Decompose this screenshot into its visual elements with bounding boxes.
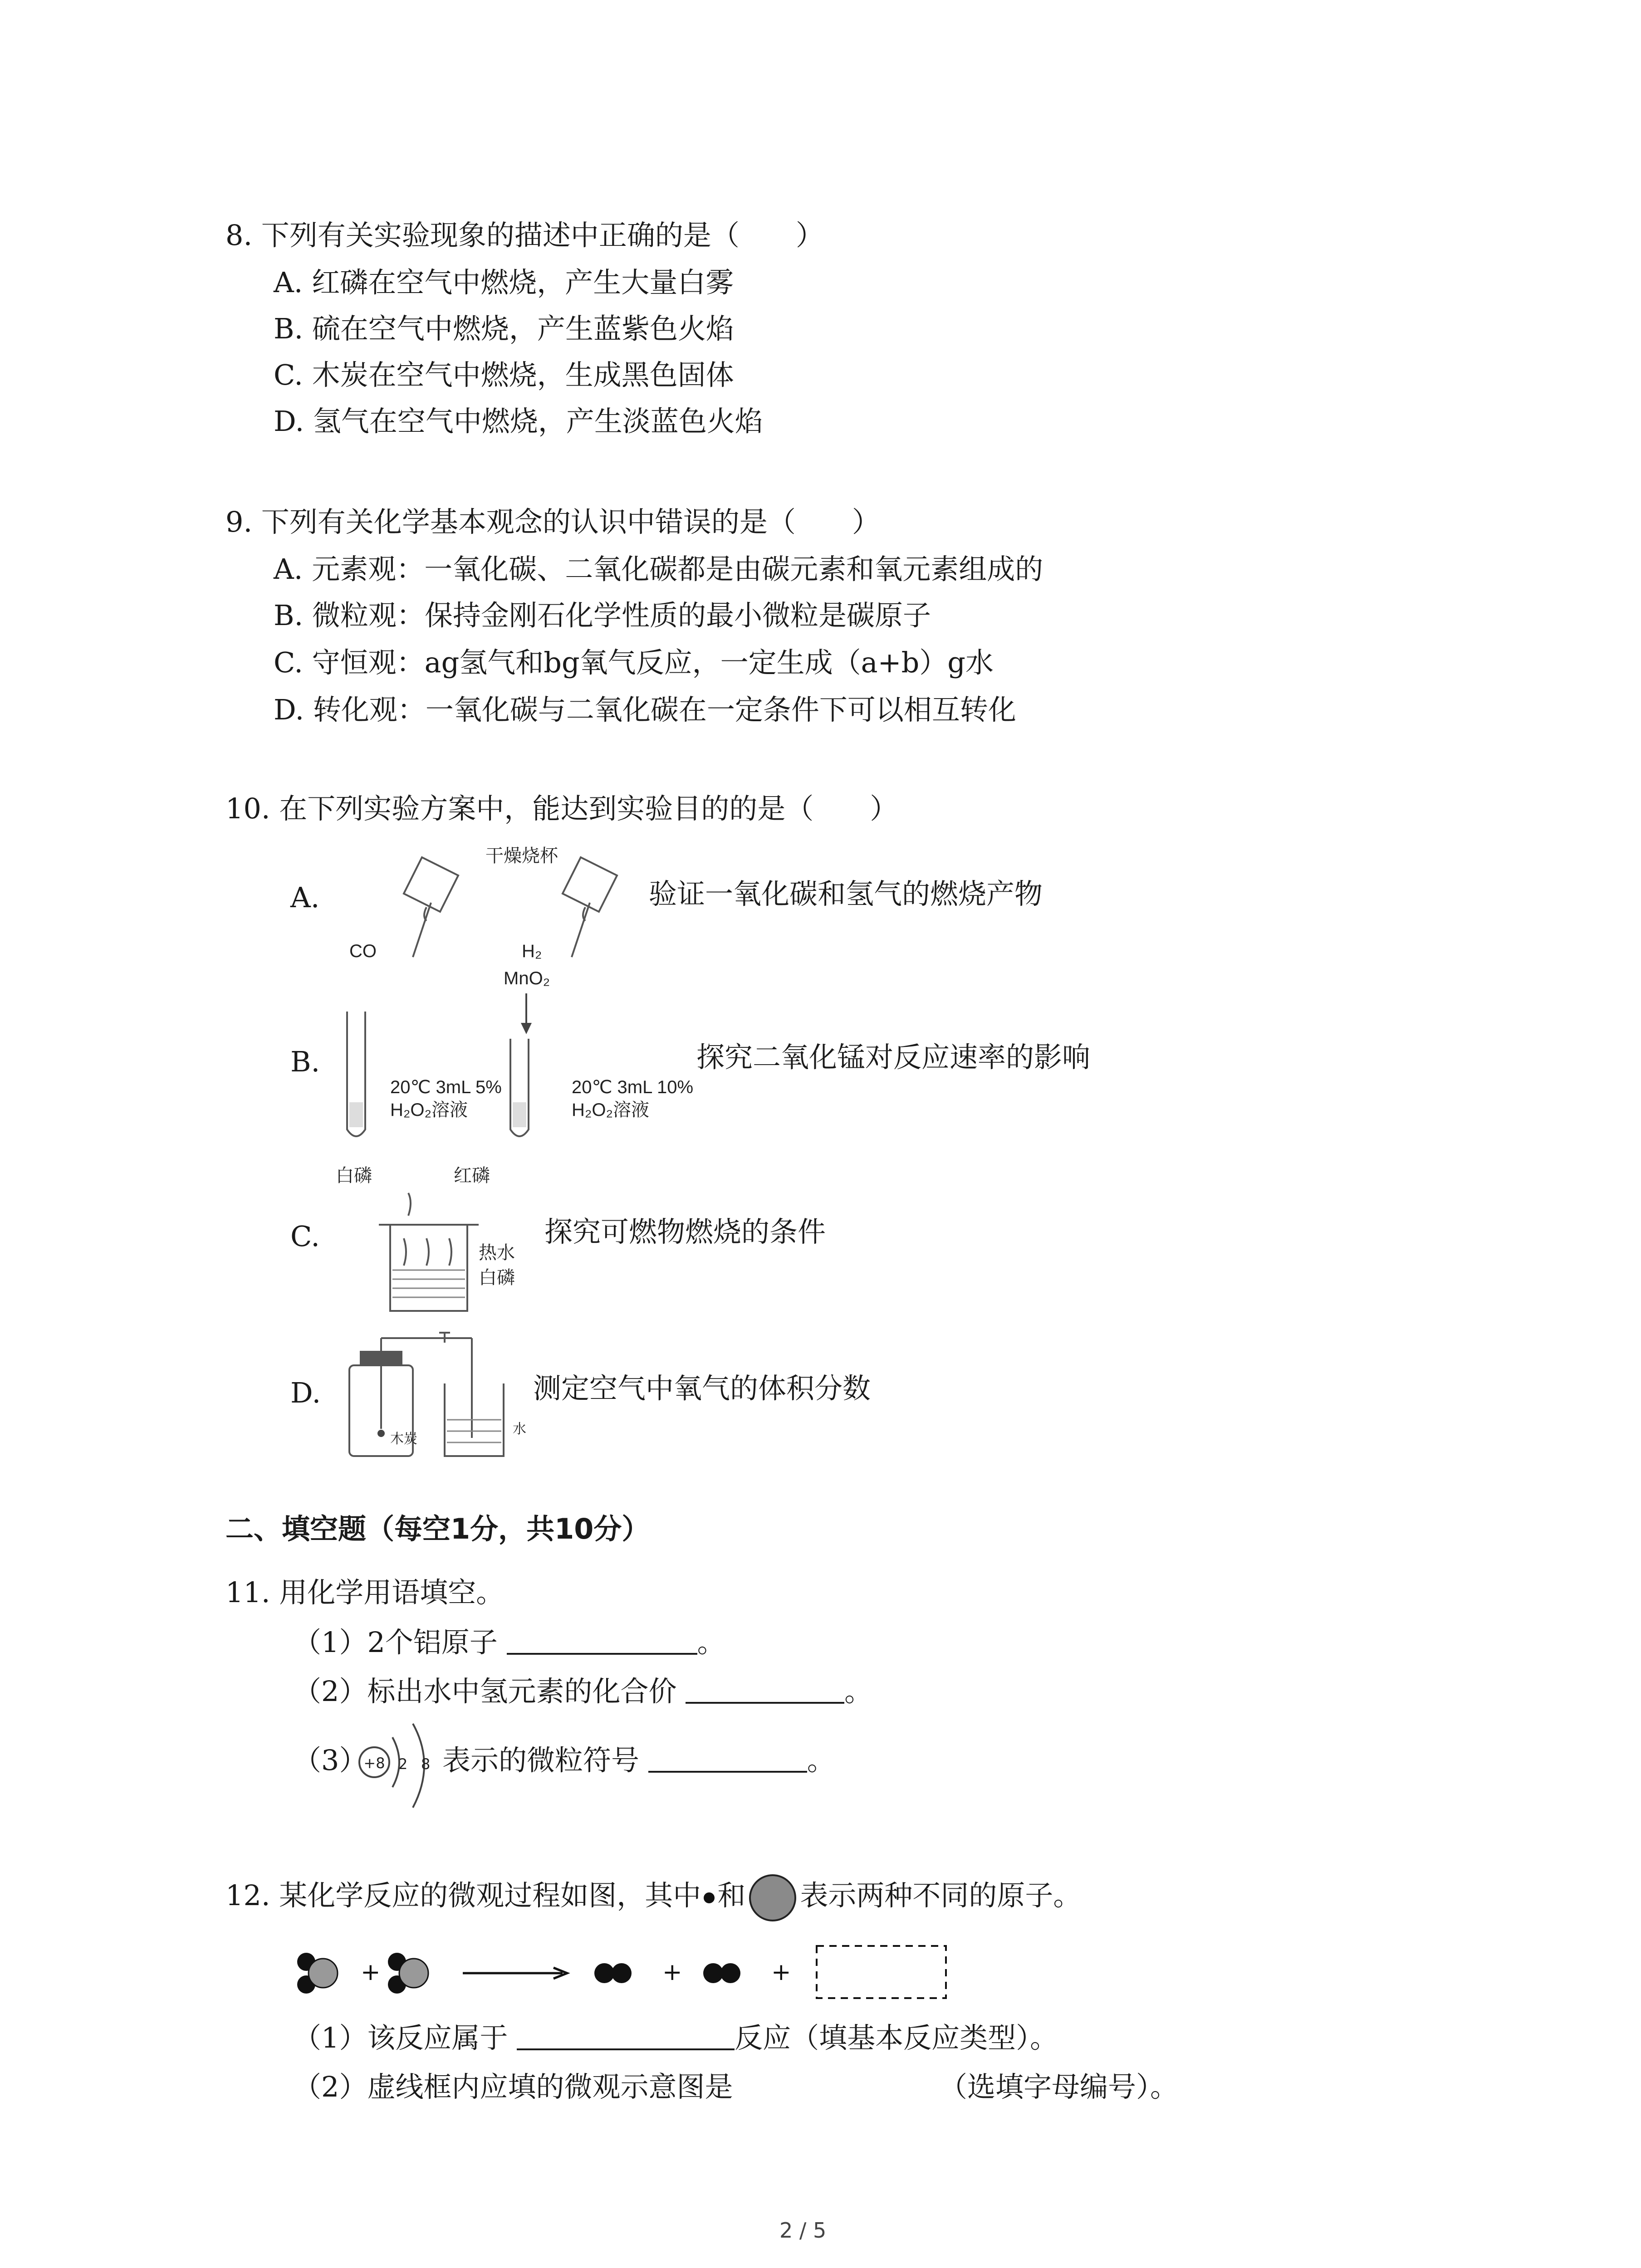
figB-tube1-line1: 20℃ 3mL 5% — [390, 1077, 502, 1097]
q12-stem-b: 和 — [717, 1879, 746, 1912]
q10-desc-a: 验证一氧化碳和氢气的燃烧产物 — [649, 877, 1043, 910]
q12-sub2-a: （2）虚线框内应填的微观示意图是 — [293, 2070, 733, 2103]
figC-red-phosphorus: 红磷 — [454, 1166, 490, 1186]
q11-sub2-text: （2）标出水中氢元素的化合价 — [293, 1675, 677, 1708]
q11-sub1-end: 。 — [697, 1626, 725, 1659]
q8-stem: 8. 下列有关实验现象的描述中正确的是（ ） — [225, 219, 824, 252]
figure-a-combustion — [336, 839, 653, 966]
figC-white-phosphorus: 白磷 — [336, 1166, 372, 1186]
q10-stem: 10. 在下列实验方案中，能达到实验目的的是（ ） — [225, 792, 898, 825]
q9-option-a: A. 元素观：一氧化碳、二氧化碳都是由碳元素和氧元素组成的 — [274, 552, 1043, 586]
figure-d-apparatus — [336, 1325, 544, 1470]
q10-desc-b: 探究二氧化锰对反应速率的影响 — [696, 1041, 1091, 1074]
q12-sub1-b: 反应（填基本反应类型）。 — [735, 2021, 1058, 2054]
answer-blank-12-1[interactable] — [517, 2025, 735, 2050]
q9-stem: 9. 下列有关化学基本观念的认识中错误的是（ ） — [225, 505, 880, 538]
q8-option-b: B. 硫在空气中燃烧，产生蓝紫色火焰 — [274, 312, 734, 345]
q11-stem: 11. 用化学用语填空。 — [225, 1576, 505, 1609]
q10-desc-d: 测定空气中氧气的体积分数 — [533, 1372, 871, 1405]
q10-letter-c: C. — [290, 1220, 320, 1253]
q11-sub1 — [293, 1628, 725, 1657]
q8-option-c: C. 木炭在空气中燃烧，生成黑色固体 — [274, 358, 734, 391]
figure-b-test-tubes — [336, 966, 708, 1161]
figB-catalyst: MnO₂ — [504, 968, 550, 988]
answer-blank-11-1[interactable] — [507, 1629, 697, 1655]
figB-tube2-line1: 20℃ 3mL 10% — [572, 1077, 694, 1097]
answer-blank-11-2[interactable] — [686, 1678, 844, 1704]
q12-stem-c: 表示两种不同的原子。 — [800, 1879, 1082, 1912]
q8-option-a: A. 红磷在空气中燃烧，产生大量白雾 — [274, 266, 734, 299]
q11-sub3-text: 表示的微粒符号 — [442, 1744, 640, 1777]
figB-tube2-line2: H₂O₂溶液 — [572, 1100, 650, 1120]
figC-hot-water: 热水 — [479, 1243, 515, 1263]
atom-structure-diagram — [349, 1719, 440, 1814]
plus-sign-3: + — [771, 1959, 791, 1986]
q10-letter-a: A. — [290, 881, 320, 914]
figure-c-beaker — [336, 1161, 540, 1325]
q12-stem — [225, 1879, 1082, 1912]
small-black-atom-icon — [704, 1892, 715, 1903]
q9-option-d: D. 转化观：一氧化碳与二氧化碳在一定条件下可以相互转化 — [274, 693, 1016, 726]
page-number: 2 / 5 — [779, 2218, 827, 2243]
figA-gas1: CO — [349, 941, 377, 961]
answer-blank-11-3[interactable] — [648, 1747, 807, 1773]
large-grey-atom-icon — [749, 1874, 796, 1921]
figD-charcoal: 木炭 — [390, 1432, 417, 1447]
figA-cup-label: 干燥烧杯 — [485, 846, 558, 866]
plus-sign-2: + — [662, 1959, 682, 1986]
figB-tube1-line2: H₂O₂溶液 — [390, 1100, 468, 1120]
q9-option-b: B. 微粒观：保持金刚石化学性质的最小微粒是碳原子 — [274, 599, 931, 632]
q9-option-c: C. 守恒观：ag氢气和bg氧气反应，一定生成（a+b）g水 — [274, 646, 994, 679]
q11-sub3 — [442, 1744, 835, 1777]
q8-option-d: D. 氢气在空气中燃烧，产生淡蓝色火焰 — [274, 405, 763, 438]
plus-sign: + — [361, 1959, 381, 1986]
q11-sub2-end: 。 — [844, 1675, 873, 1708]
figD-water: 水 — [513, 1422, 526, 1437]
figA-gas2: H₂ — [522, 941, 542, 961]
q10-letter-b: B. — [290, 1045, 320, 1078]
q10-desc-c: 探究可燃物燃烧的条件 — [544, 1215, 826, 1248]
figC-white-phosphorus-2: 白磷 — [479, 1268, 515, 1288]
reaction-diagram — [281, 1932, 962, 2000]
atom-shell2: 8 — [421, 1755, 431, 1773]
q12-sub1-a: （1）该反应属于 — [293, 2021, 508, 2054]
q11-sub3-end: 。 — [807, 1744, 835, 1777]
q11-sub1-text: （1）2个铝原子 — [293, 1626, 498, 1659]
q11-sub3-prefix: （3） — [293, 1744, 367, 1777]
q10-letter-d: D. — [290, 1376, 321, 1409]
atom-shell1: 2 — [398, 1755, 408, 1773]
q12-sub2-b: （选填字母编号）。 — [939, 2070, 1179, 2103]
section-title: 二、填空题（每空1分，共10分） — [225, 1512, 650, 1545]
q12-stem-a: 12. 某化学反应的微观过程如图，其中 — [225, 1879, 701, 1912]
q12-sub1 — [293, 2021, 1058, 2054]
q11-sub2 — [293, 1677, 872, 1706]
atom-nucleus: +8 — [363, 1755, 385, 1772]
